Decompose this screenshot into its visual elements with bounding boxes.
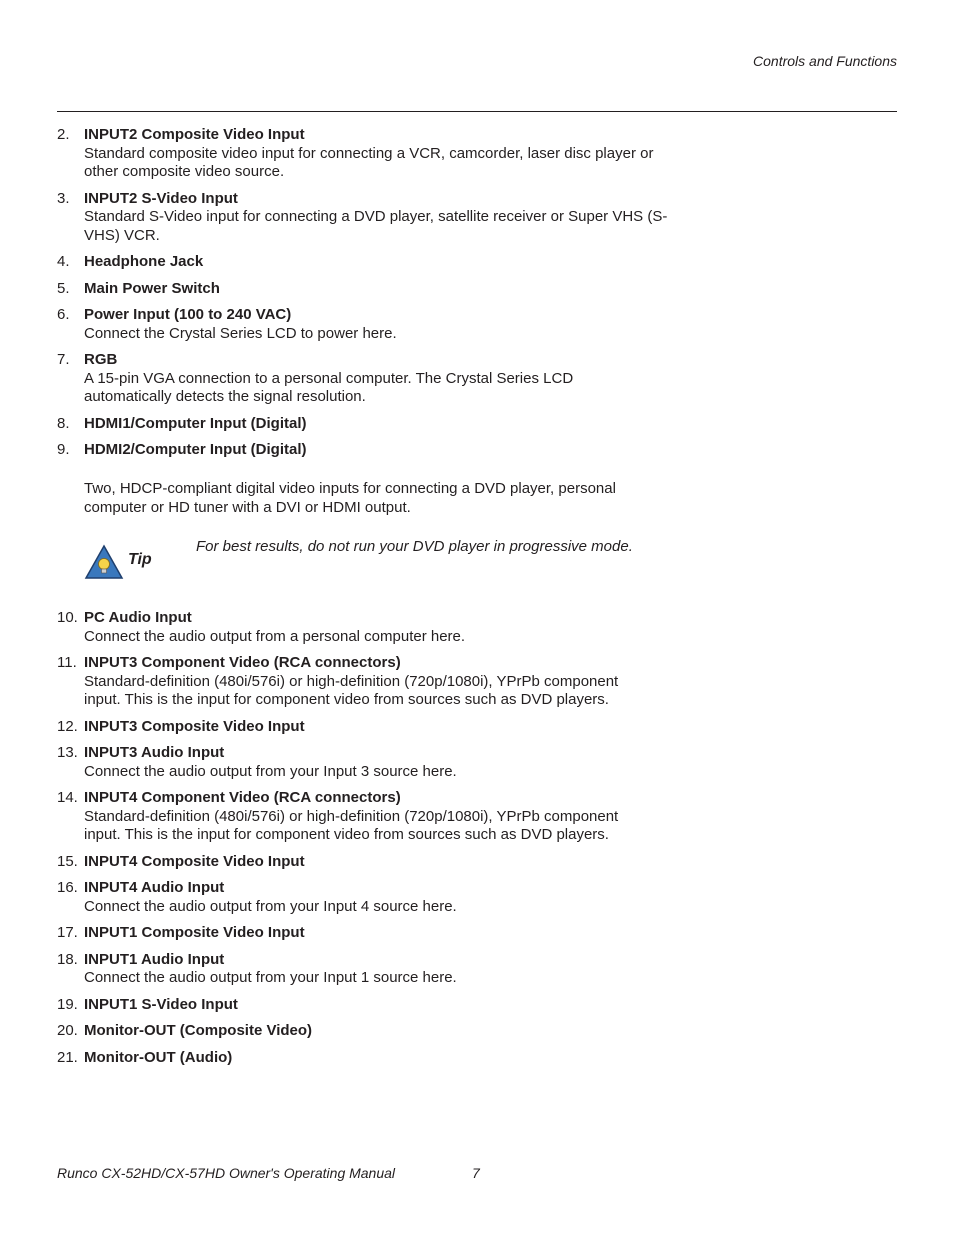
item-title: INPUT2 Composite Video Input [84,126,305,143]
list-item [57,306,677,343]
item-title: Headphone Jack [84,253,204,270]
list-item [57,126,677,182]
item-title: INPUT2 S-Video Input [84,189,238,207]
item-description: Connect the audio output from a personal computer here. [84,627,466,645]
page-number: 7 [472,1165,480,1181]
item-number: 5. [57,279,70,297]
item-title: Monitor-OUT (Composite Video) [84,1022,313,1039]
item-title: INPUT3 Composite Video Input [84,717,305,735]
item-description: Standard S-Video input for connecting a DVD player, satellite receiver or Super VHS (S-VHS) VCR. [84,208,668,244]
list-item [57,1022,677,1041]
list-item [57,609,677,646]
item-list-top [57,126,677,460]
list-item [57,190,677,246]
item-description: Connect the audio output from your Input 1 source here. [84,969,457,986]
item-title: PC Audio Input [84,609,192,626]
item-title: INPUT3 Component Video (RCA connectors) [84,654,401,671]
running-header: Controls and Functions [753,53,897,69]
item-number: 2. [57,126,70,143]
hdmi-description: Two, HDCP-compliant digital video inputs for connecting a DVD player, personal computer or HD tuner with a DVI or HDMI output. [84,480,616,516]
item-description: A 15-pin VGA connection to a personal computer. The Crystal Series LCD automatically detects the signal resolution. [84,369,574,405]
item-description: Standard-definition (480i/576i) or high-definition (720p/1080i), YPrPb component input. This is the input for component video from sources such as DVD players. [84,807,619,843]
list-item [57,853,677,872]
tip-label: Tip [128,551,152,568]
item-number: 16. [57,879,78,896]
item-number: 3. [57,189,70,207]
item-number: 8. [57,414,70,432]
item-list-bottom [57,609,677,1067]
list-item [57,280,677,299]
list-item [57,253,677,272]
item-description: Connect the audio output from your Input 4 source here. [84,897,457,915]
item-title: INPUT1 Audio Input [84,950,225,968]
item-number: 14. [57,789,78,806]
item-number: 12. [57,717,78,735]
list-item [57,415,677,434]
item-description: Connect the Crystal Series LCD to power here. [84,324,397,342]
item-number: 18. [57,950,78,968]
item-number: 19. [57,995,78,1013]
item-number: 17. [57,924,78,941]
item-title: INPUT4 Audio Input [84,879,225,896]
item-title: INPUT1 S-Video Input [84,995,238,1013]
item-number: 13. [57,744,78,761]
item-title: HDMI2/Computer Input (Digital) [84,441,307,458]
item-title: RGB [84,351,118,368]
list-item [57,441,677,460]
item-description: Standard composite video input for connecting a VCR, camcorder, laser disc player or other composite video source. [84,144,654,180]
item-title: INPUT4 Component Video (RCA connectors) [84,789,401,806]
tip-text: For best results, do not run your DVD player in progressive mode. [196,538,633,555]
list-item [57,996,677,1015]
item-title: Power Input (100 to 240 VAC) [84,306,292,323]
list-item [57,654,659,710]
tip-callout [84,536,684,586]
item-number: 9. [57,441,70,458]
item-description: Standard-definition (480i/576i) or high-definition (720p/1080i), YPrPb component input. This is the input for component video from sources such as DVD players. [84,672,619,708]
header-divider [57,111,897,112]
item-title: Monitor-OUT (Audio) [84,1048,233,1066]
list-item [57,718,677,737]
item-title: INPUT4 Composite Video Input [84,852,305,870]
list-item [57,924,677,943]
item-number: 7. [57,351,70,368]
list-item [57,351,604,407]
item-number: 15. [57,852,78,870]
list-item [57,1049,677,1068]
item-number: 20. [57,1022,78,1039]
footer-manual-title: Runco CX-52HD/CX-57HD Owner's Operating Manual [57,1165,396,1181]
item-title: INPUT3 Audio Input [84,744,225,761]
list-item [57,951,677,988]
item-title: INPUT1 Composite Video Input [84,924,305,941]
item-number: 11. [57,654,77,671]
item-number: 6. [57,306,70,323]
list-item [57,744,677,781]
item-title: HDMI1/Computer Input (Digital) [84,414,307,432]
item-number: 21. [57,1048,78,1066]
item-number: 10. [57,609,78,626]
lightbulb-warning-icon [84,544,124,580]
item-title: Main Power Switch [84,279,220,297]
list-item [57,789,659,845]
item-number: 4. [57,253,70,270]
list-item [57,879,677,916]
item-description: Connect the audio output from your Input 3 source here. [84,762,457,780]
